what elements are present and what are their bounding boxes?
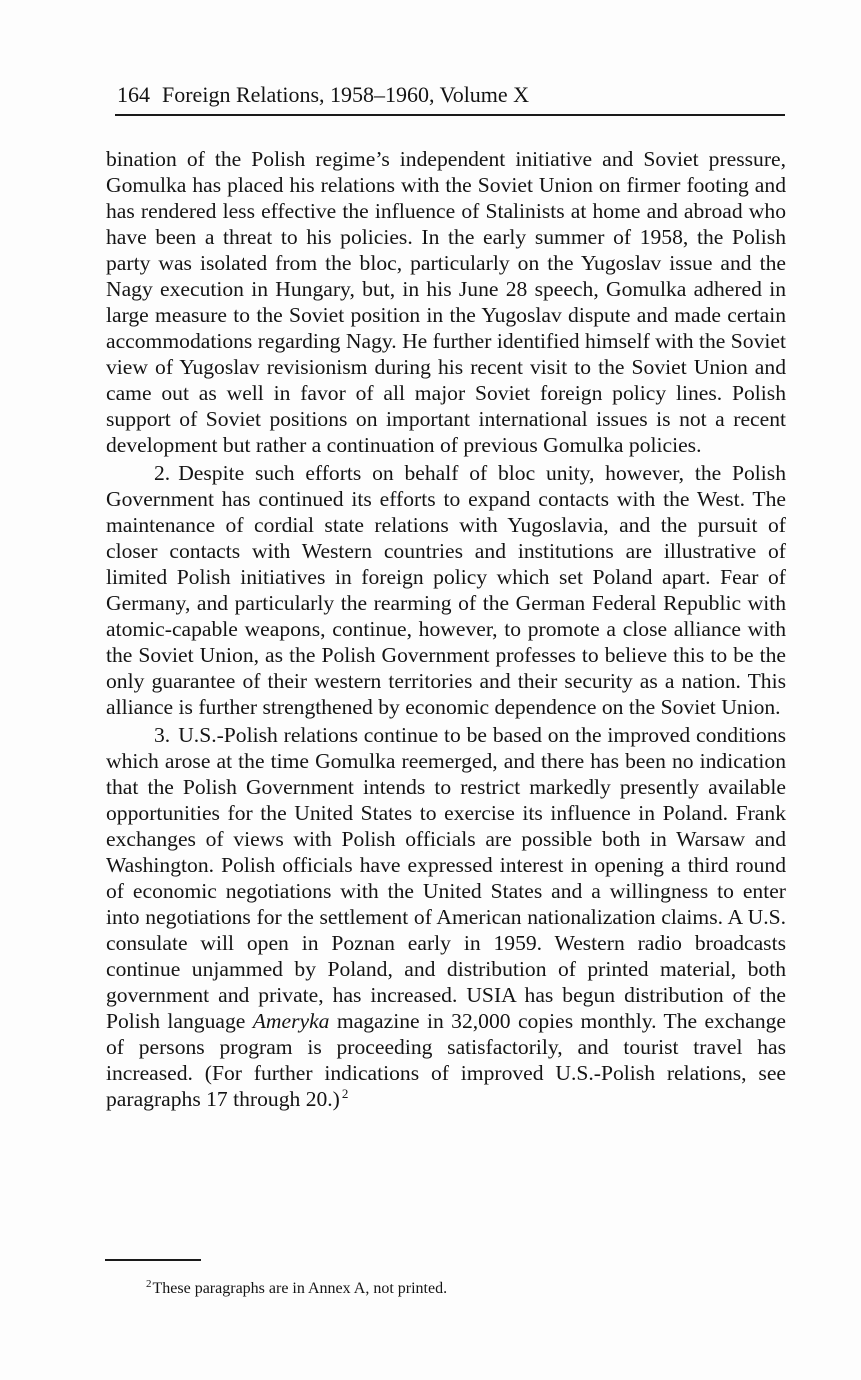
footnote-text: These paragraphs are in Annex A, not printed.	[152, 1280, 448, 1297]
paragraph-2	[106, 460, 786, 720]
paragraph-continued: bination of the Polish regime’s independent initiative and Soviet pressure, Gomulka has placed his relations with the Soviet Union on firmer footing and has rendered less effective the influence of Stalinists at home and abroad who have been a threat to his policies. In the early summer of 1958, the Polish party was isolated from the bloc, particularly on the Yugoslav issue and the Nagy execution in Hungary, but, in his June 28 speech, Gomulka adhered in large measure to the Soviet position in the Yugoslav dispute and made certain accommodations regarding Nagy. He further identified himself with the Soviet view of Yugoslav revisionism during his recent visit to the Soviet Union and came out as well in favor of all major Soviet foreign policy lines. Polish support of Soviet positions on important international issues is not a recent development but rather a continuation of previous Gomulka policies.	[106, 147, 786, 457]
footnote-reference: 2	[341, 1085, 349, 1101]
footnote-mark: 2	[146, 1277, 152, 1290]
paragraph-3-number: 3.	[154, 723, 171, 747]
body-text	[106, 146, 786, 1112]
paragraph-2-number: 2.	[154, 461, 171, 485]
footnote-rule	[105, 1259, 201, 1261]
paragraph-3	[106, 722, 786, 1112]
footnote	[146, 1278, 786, 1300]
running-head	[117, 80, 785, 110]
paragraph-3-text-part2: magazine in 32,000 copies monthly. The exchange of persons program is proceeding satisfactorily, and tourist travel has increased. (For further indications of improved U.S.-Polish relations, see paragraphs 17 through 20.)	[106, 1009, 786, 1111]
header-rule	[115, 114, 785, 116]
paragraph-2-text: Despite such efforts on behalf of bloc unity, however, the Polish Government has continued its efforts to expand contacts with the West. The maintenance of cordial state relations with Yugoslavia, and the pursuit of closer contacts with Western countries and institutions are illustrative of limited Polish initiatives in foreign policy which set Poland apart. Fear of Germany, and particularly the rearming of the German Federal Republic with atomic-capable weapons, continue, however, to promote a close alliance with the Soviet Union, as the Polish Government professes to believe this to be the only guarantee of their western territories and their security as a nation. This alliance is further strengthened by economic dependence on the Soviet Union.	[106, 461, 786, 719]
running-title: Foreign Relations, 1958–1960, Volume X	[162, 82, 530, 107]
paragraph-3-italic-title: Ameryka	[252, 1009, 330, 1033]
page-number: 164	[117, 82, 150, 107]
paragraph-3-text-part1: U.S.-Polish relations continue to be based on the improved conditions which arose at the time Gomulka reemerged, and there has been no indication that the Polish Government intends to restrict markedly presently available opportunities for the United States to exercise its influence in Poland. Frank exchanges of views with Polish officials are possible both in Warsaw and Washington. Polish officials have expressed interest in opening a third round of economic negotiations with the United States and a willingness to enter into negotiations for the settlement of American nationalization claims. A U.S. consulate will open in Poznan early in 1959. Western radio broadcasts continue unjammed by Poland, and distribution of printed material, both government and private, has increased. USIA has begun distribution of the Polish language	[106, 723, 786, 1033]
